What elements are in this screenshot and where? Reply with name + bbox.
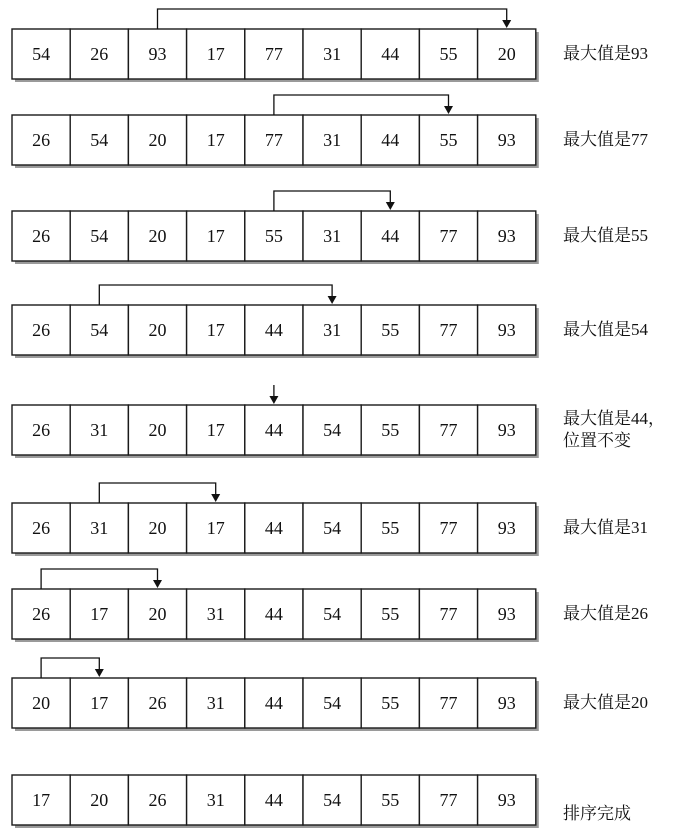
array-cell xyxy=(187,29,245,79)
row-note: 最大值是44， 位置不变 xyxy=(563,409,665,450)
array-cell xyxy=(12,678,70,728)
array-cell xyxy=(361,211,419,261)
array-cell xyxy=(70,678,128,728)
cell-value: 93 xyxy=(497,420,516,440)
array-cell xyxy=(245,305,303,355)
cell-value: 54 xyxy=(323,420,342,440)
arrow-head xyxy=(269,396,278,404)
array-cell xyxy=(12,211,70,261)
row-note: 最大值是93 xyxy=(563,44,648,63)
arrow-line xyxy=(41,658,99,678)
cell-value: 54 xyxy=(323,790,342,810)
sort-row xyxy=(12,385,539,458)
cell-value: 17 xyxy=(206,420,225,440)
cell-value: 31 xyxy=(90,518,109,538)
array-cell xyxy=(303,115,361,165)
arrow-line xyxy=(41,569,157,589)
array-cell xyxy=(361,678,419,728)
cell-value: 44 xyxy=(264,518,283,538)
cell-value: 54 xyxy=(323,604,342,624)
cell-value: 31 xyxy=(206,790,225,810)
cell-value: 17 xyxy=(90,604,109,624)
cell-value: 55 xyxy=(381,518,400,538)
array-cell xyxy=(70,211,128,261)
row-note: 最大值是26 xyxy=(563,604,648,623)
array-cell xyxy=(478,29,536,79)
array-cell xyxy=(245,405,303,455)
array-cell xyxy=(12,29,70,79)
cell-value: 26 xyxy=(32,420,51,440)
cell-value: 44 xyxy=(381,226,400,246)
array-cell xyxy=(419,115,477,165)
cell-value: 93 xyxy=(148,44,167,64)
array-cell xyxy=(128,115,186,165)
array-cell xyxy=(419,589,477,639)
array-cell xyxy=(361,405,419,455)
array-cell xyxy=(419,305,477,355)
arrow-line xyxy=(99,483,215,503)
cell-value: 77 xyxy=(439,518,458,538)
array-cell xyxy=(361,775,419,825)
diagram-content xyxy=(12,9,539,828)
cell-value: 17 xyxy=(90,693,109,713)
array-cell xyxy=(245,29,303,79)
array-cell xyxy=(70,305,128,355)
cell-value: 17 xyxy=(206,226,225,246)
cell-value: 54 xyxy=(32,44,51,64)
array-cell xyxy=(303,678,361,728)
array-cell xyxy=(70,775,128,825)
cell-value: 55 xyxy=(439,44,458,64)
cell-value: 31 xyxy=(323,130,342,150)
cell-value: 55 xyxy=(381,604,400,624)
cell-value: 55 xyxy=(381,420,400,440)
cell-value: 44 xyxy=(264,693,283,713)
cell-value: 77 xyxy=(439,790,458,810)
array-cell xyxy=(419,678,477,728)
array-cell xyxy=(12,589,70,639)
cell-value: 20 xyxy=(148,420,167,440)
sort-row xyxy=(12,9,539,82)
array-cell xyxy=(128,29,186,79)
cell-value: 31 xyxy=(90,420,109,440)
cell-value: 93 xyxy=(497,226,516,246)
cell-value: 17 xyxy=(32,790,51,810)
sort-row xyxy=(12,569,539,642)
cell-value: 55 xyxy=(264,226,283,246)
array-cell xyxy=(478,405,536,455)
row-note: 最大值是20 xyxy=(563,693,648,712)
cell-value: 26 xyxy=(148,693,167,713)
cell-value: 93 xyxy=(497,693,516,713)
array-cell xyxy=(12,405,70,455)
array-cell xyxy=(478,589,536,639)
cell-value: 26 xyxy=(32,130,51,150)
array-cell xyxy=(303,29,361,79)
cell-value: 17 xyxy=(206,130,225,150)
array-cell xyxy=(478,775,536,825)
array-cell xyxy=(12,305,70,355)
array-cell xyxy=(303,305,361,355)
array-cell xyxy=(128,305,186,355)
cell-value: 77 xyxy=(439,693,458,713)
arrow-head xyxy=(153,580,162,588)
cell-value: 44 xyxy=(381,130,400,150)
array-cell xyxy=(128,775,186,825)
array-cell xyxy=(303,589,361,639)
cell-value: 93 xyxy=(497,130,516,150)
cell-value: 55 xyxy=(381,320,400,340)
array-cell xyxy=(303,775,361,825)
cell-value: 44 xyxy=(264,420,283,440)
cell-value: 55 xyxy=(381,790,400,810)
array-cell xyxy=(303,405,361,455)
cell-value: 20 xyxy=(148,604,167,624)
cell-value: 77 xyxy=(439,226,458,246)
cell-value: 20 xyxy=(497,44,516,64)
cell-value: 93 xyxy=(497,604,516,624)
cell-value: 77 xyxy=(439,320,458,340)
cell-value: 17 xyxy=(206,320,225,340)
arrow-line xyxy=(158,9,507,29)
array-cell xyxy=(128,503,186,553)
array-cell xyxy=(12,503,70,553)
array-cell xyxy=(361,503,419,553)
array-cell xyxy=(187,678,245,728)
array-cell xyxy=(12,115,70,165)
array-cell xyxy=(419,211,477,261)
row-note: 最大值是54 xyxy=(563,320,648,339)
cell-value: 26 xyxy=(32,320,51,340)
arrow-head xyxy=(95,669,104,677)
sort-row xyxy=(12,285,539,358)
array-cell xyxy=(245,211,303,261)
array-cell xyxy=(419,503,477,553)
cell-value: 31 xyxy=(323,226,342,246)
arrow-line xyxy=(274,95,449,115)
cell-value: 26 xyxy=(32,518,51,538)
array-cell xyxy=(245,589,303,639)
arrow-line xyxy=(274,191,390,211)
cell-value: 54 xyxy=(90,226,109,246)
cell-value: 54 xyxy=(90,130,109,150)
array-cell xyxy=(303,503,361,553)
array-cell xyxy=(128,678,186,728)
array-cell xyxy=(187,503,245,553)
cell-value: 31 xyxy=(206,604,225,624)
cell-value: 44 xyxy=(264,320,283,340)
array-cell xyxy=(187,405,245,455)
cell-value: 20 xyxy=(32,693,51,713)
array-cell xyxy=(245,678,303,728)
cell-value: 55 xyxy=(381,693,400,713)
array-cell xyxy=(128,405,186,455)
row-note: 最大值是77 xyxy=(563,130,648,149)
cell-value: 20 xyxy=(148,320,167,340)
cell-value: 93 xyxy=(497,790,516,810)
cell-value: 26 xyxy=(32,226,51,246)
array-cell xyxy=(419,775,477,825)
array-cell xyxy=(361,115,419,165)
row-note: 排序完成 xyxy=(563,804,631,823)
cell-value: 20 xyxy=(148,226,167,246)
cell-value: 20 xyxy=(148,518,167,538)
array-cell xyxy=(187,589,245,639)
array-cell xyxy=(245,503,303,553)
array-cell xyxy=(478,678,536,728)
cell-value: 17 xyxy=(206,518,225,538)
cell-value: 20 xyxy=(90,790,109,810)
sort-row xyxy=(12,658,539,731)
sort-row xyxy=(12,95,539,168)
array-cell xyxy=(478,305,536,355)
cell-value: 77 xyxy=(264,130,283,150)
array-cell xyxy=(128,211,186,261)
cell-value: 54 xyxy=(90,320,109,340)
cell-value: 26 xyxy=(148,790,167,810)
sort-row xyxy=(12,483,539,556)
arrow-line xyxy=(99,285,332,305)
cell-value: 55 xyxy=(439,130,458,150)
cell-value: 44 xyxy=(264,790,283,810)
array-cell xyxy=(70,589,128,639)
cell-value: 77 xyxy=(439,604,458,624)
array-cell xyxy=(419,29,477,79)
array-cell xyxy=(187,211,245,261)
array-cell xyxy=(361,589,419,639)
cell-value: 31 xyxy=(323,320,342,340)
array-cell xyxy=(361,29,419,79)
cell-value: 44 xyxy=(264,604,283,624)
row-note: 最大值是55 xyxy=(563,226,648,245)
array-cell xyxy=(478,503,536,553)
arrow-head xyxy=(502,20,511,28)
arrow-head xyxy=(328,296,337,304)
array-cell xyxy=(12,775,70,825)
array-cell xyxy=(478,211,536,261)
cell-value: 54 xyxy=(323,693,342,713)
array-cell xyxy=(303,211,361,261)
arrow-head xyxy=(211,494,220,502)
array-cell xyxy=(478,115,536,165)
array-cell xyxy=(70,115,128,165)
array-cell xyxy=(187,305,245,355)
array-cell xyxy=(419,405,477,455)
cell-value: 26 xyxy=(32,604,51,624)
cell-value: 77 xyxy=(264,44,283,64)
cell-value: 31 xyxy=(206,693,225,713)
array-cell xyxy=(187,115,245,165)
array-cell xyxy=(70,29,128,79)
array-cell xyxy=(70,405,128,455)
cell-value: 26 xyxy=(90,44,109,64)
array-cell xyxy=(245,775,303,825)
cell-value: 31 xyxy=(323,44,342,64)
cell-value: 77 xyxy=(439,420,458,440)
cell-value: 54 xyxy=(323,518,342,538)
arrow-head xyxy=(386,202,395,210)
cell-value: 93 xyxy=(497,518,516,538)
array-cell xyxy=(128,589,186,639)
cell-value: 20 xyxy=(148,130,167,150)
cell-value: 44 xyxy=(381,44,400,64)
sort-row xyxy=(12,775,539,828)
row-note: 最大值是31 xyxy=(563,518,648,537)
cell-value: 93 xyxy=(497,320,516,340)
cell-value: 17 xyxy=(206,44,225,64)
array-cell xyxy=(361,305,419,355)
arrow-head xyxy=(444,106,453,114)
array-cell xyxy=(70,503,128,553)
sort-row xyxy=(12,191,539,264)
array-cell xyxy=(245,115,303,165)
array-cell xyxy=(187,775,245,825)
